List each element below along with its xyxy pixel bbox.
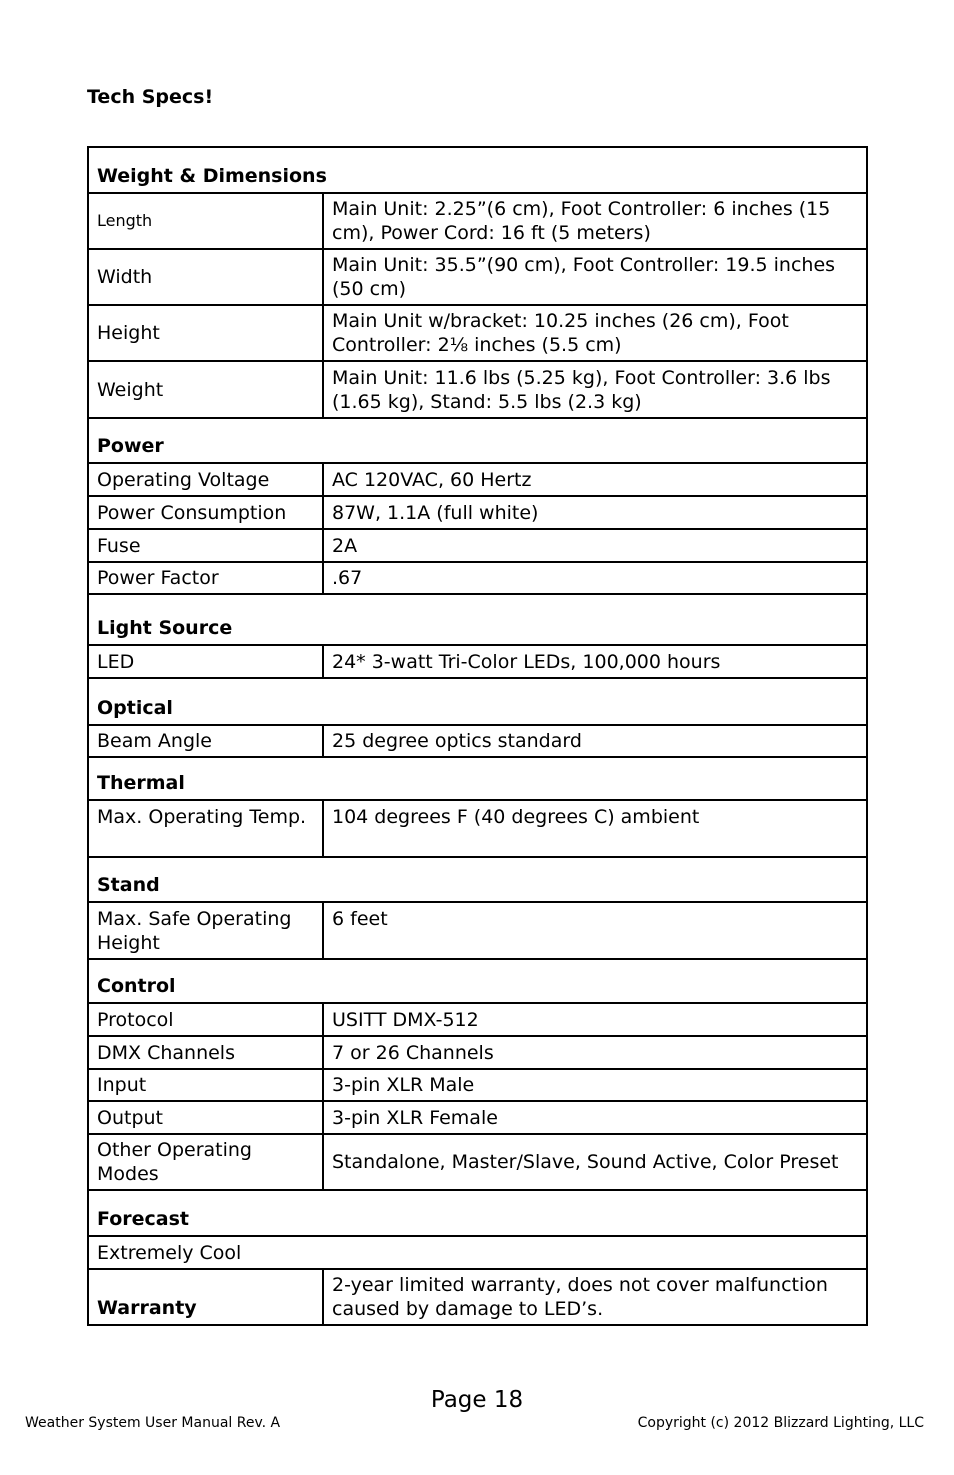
section-thermal — [88, 757, 867, 800]
table-row — [88, 249, 867, 305]
spec-label: Protocol — [88, 1003, 323, 1036]
spec-label: Height — [88, 305, 323, 361]
spec-label: DMX Channels — [88, 1036, 323, 1069]
table-row — [88, 1236, 867, 1269]
table-row — [88, 1003, 867, 1036]
table-row — [88, 463, 867, 496]
table-row — [88, 562, 867, 594]
section-heading: Forecast — [88, 1190, 867, 1236]
section-optical — [88, 678, 867, 725]
spec-value: Main Unit w/bracket: 10.25 inches (26 cm), Foot Controller: 2⅛ inches (5.5 cm) — [323, 305, 867, 361]
spec-label: Power Factor — [88, 562, 323, 594]
spec-label: Warranty — [88, 1269, 323, 1325]
forecast-value: Extremely Cool — [88, 1236, 867, 1269]
spec-label: LED — [88, 645, 323, 678]
spec-label: Weight — [88, 361, 323, 418]
section-forecast — [88, 1190, 867, 1236]
spec-value: .67 — [323, 562, 867, 594]
spec-value: Main Unit: 2.25”(6 cm), Foot Controller: 6 inches (15 cm), Power Cord: 16 ft (5 meters) — [323, 193, 867, 249]
section-power — [88, 418, 867, 463]
footer-document-title: Weather System User Manual Rev. A — [25, 1415, 281, 1431]
page-number: Page 18 — [430, 1387, 524, 1413]
section-heading: Power — [88, 418, 867, 463]
spec-label: Beam Angle — [88, 725, 323, 757]
spec-label: Length — [88, 193, 323, 249]
spec-value: USITT DMX-512 — [323, 1003, 867, 1036]
spec-label: Width — [88, 249, 323, 305]
spec-label: Output — [88, 1101, 323, 1134]
table-row — [88, 1069, 867, 1101]
page-title: Tech Specs! — [87, 86, 214, 108]
section-heading: Thermal — [88, 757, 867, 800]
table-row — [88, 645, 867, 678]
table-row — [88, 1101, 867, 1134]
table-row — [88, 305, 867, 361]
section-heading: Weight & Dimensions — [88, 147, 867, 193]
spec-value: Main Unit: 35.5”(90 cm), Foot Controller: 19.5 inches (50 cm) — [323, 249, 867, 305]
spec-label: Input — [88, 1069, 323, 1101]
spec-value: 2A — [323, 529, 867, 562]
table-row — [88, 193, 867, 249]
tech-specs-table — [87, 146, 868, 1326]
footer-copyright: Copyright (c) 2012 Blizzard Lighting, LLC — [637, 1415, 924, 1431]
spec-value: AC 120VAC, 60 Hertz — [323, 463, 867, 496]
table-row — [88, 496, 867, 529]
spec-label: Max. Operating Temp. — [88, 800, 323, 857]
spec-label: Operating Voltage — [88, 463, 323, 496]
spec-value: 3-pin XLR Female — [323, 1101, 867, 1134]
section-heading: Control — [88, 959, 867, 1003]
section-stand — [88, 857, 867, 902]
spec-value: 24* 3-watt Tri-Color LEDs, 100,000 hours — [323, 645, 867, 678]
spec-value: Main Unit: 11.6 lbs (5.25 kg), Foot Controller: 3.6 lbs (1.65 kg), Stand: 5.5 lbs (2.3 kg) — [323, 361, 867, 418]
spec-value: 6 feet — [323, 902, 867, 959]
section-control — [88, 959, 867, 1003]
spec-value: 3-pin XLR Male — [323, 1069, 867, 1101]
section-heading: Light Source — [88, 594, 867, 645]
table-row — [88, 902, 867, 959]
spec-label: Max. Safe Operating Height — [88, 902, 323, 959]
spec-label: Other Operating Modes — [88, 1134, 323, 1190]
spec-value: 2-year limited warranty, does not cover malfunction caused by damage to LED’s. — [323, 1269, 867, 1325]
section-weight-dimensions — [88, 147, 867, 193]
spec-label: Power Consumption — [88, 496, 323, 529]
table-row — [88, 1036, 867, 1069]
spec-label: Fuse — [88, 529, 323, 562]
spec-value: 7 or 26 Channels — [323, 1036, 867, 1069]
table-row — [88, 1134, 867, 1190]
table-row — [88, 725, 867, 757]
section-light-source — [88, 594, 867, 645]
warranty-row — [88, 1269, 867, 1325]
table-row — [88, 800, 867, 857]
spec-value: 87W, 1.1A (full white) — [323, 496, 867, 529]
spec-value: 104 degrees F (40 degrees C) ambient — [323, 800, 867, 857]
spec-value: Standalone, Master/Slave, Sound Active, Color Preset — [323, 1134, 867, 1190]
spec-value: 25 degree optics standard — [323, 725, 867, 757]
section-heading: Stand — [88, 857, 867, 902]
table-row — [88, 361, 867, 418]
section-heading: Optical — [88, 678, 867, 725]
table-row — [88, 529, 867, 562]
